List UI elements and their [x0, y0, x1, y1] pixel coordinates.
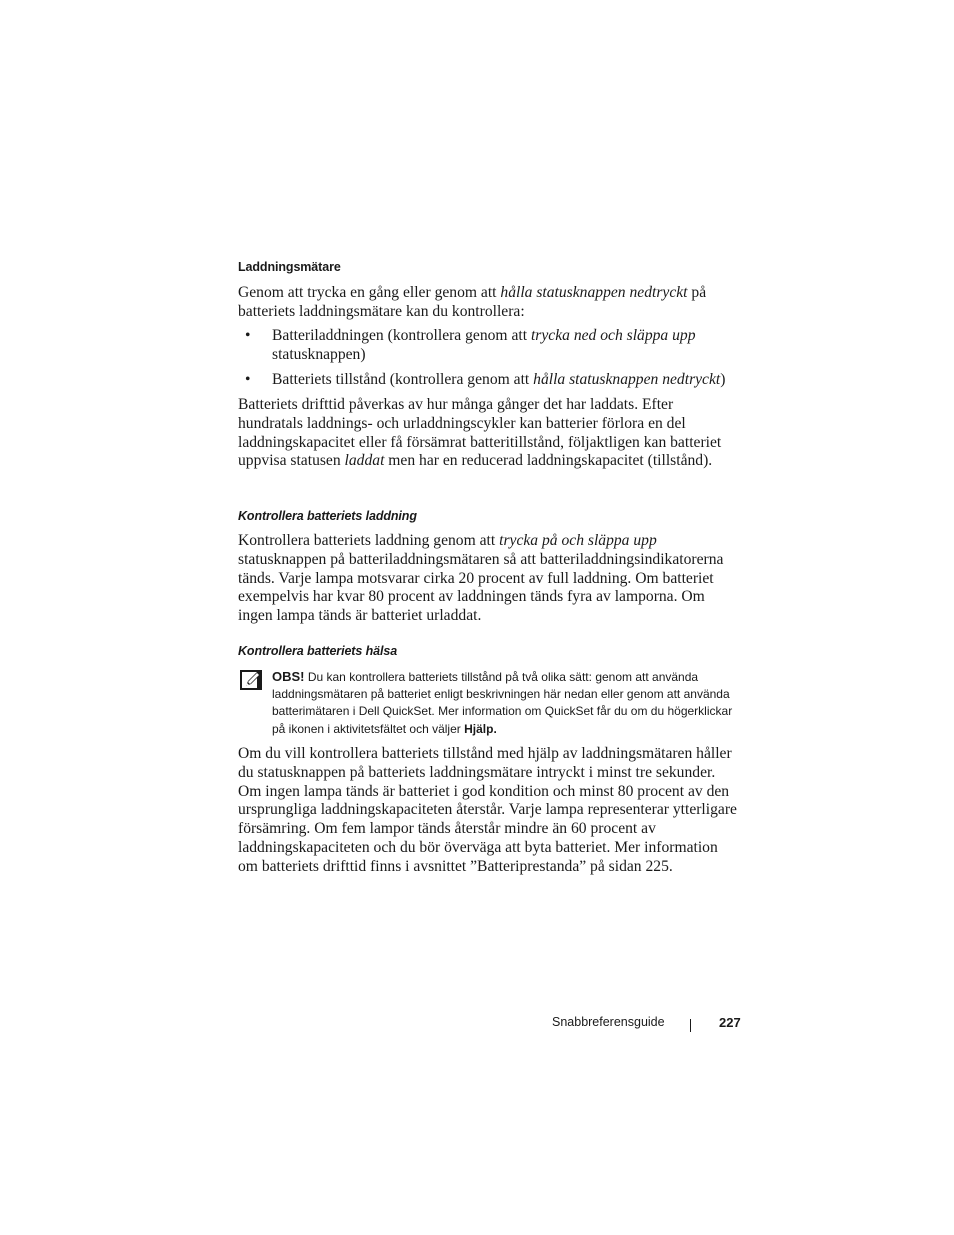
- bullet-text-start: Batteriladdningen (kontrollera genom att: [272, 327, 531, 344]
- bullet-item-charge: [238, 327, 738, 367]
- bullet-symbol: •: [245, 327, 251, 344]
- bullet-item-health: [238, 371, 738, 391]
- page-number: 227: [719, 1015, 741, 1030]
- bullet-emphasis: hålla statusknappen nedtryckt: [533, 371, 721, 388]
- charge-emphasis: trycka på och släppa upp: [499, 532, 657, 549]
- health-paragraph: Om du vill kontrollera batteriets tillstånd med hjälp av laddningsmätaren håller du statusknappen på batteriets laddningsmätare intryckt i minst tre sekunder. Om ingen lampa tänds är batteriet i god kondition och minst 80 procent av den ursprungliga laddningskapaciteten återstår. Varje lampa representerar ytterligare försämring. Om fem lampor tänds återstår mindre än 60 procent av laddningskapaciteten och du bör överväga att byta batteriet. Mer information om batteriets drifttid finns i avsnittet ”Batteriprestanda” på sidan 225.: [238, 745, 737, 875]
- bullet-text-end: ): [720, 371, 726, 388]
- intro-text: Genom att trycka en gång eller genom att: [238, 284, 501, 301]
- note-label: OBS!: [272, 669, 305, 684]
- intro-emphasis: hålla statusknappen nedtryckt: [500, 284, 688, 301]
- footer-title: Snabbreferensguide: [552, 1015, 665, 1029]
- subheading-health: Kontrollera batteriets hälsa: [238, 644, 398, 658]
- bullet-text-end: statusknappen): [272, 345, 366, 363]
- bullet-symbol: •: [245, 371, 251, 388]
- bullet-emphasis: trycka ned och släppa upp: [530, 327, 696, 344]
- bullet-text: [272, 327, 738, 365]
- charge-paragraph: [238, 532, 738, 626]
- note-help-term: Hjälp.: [464, 721, 497, 736]
- charge-text: Kontrollera batteriets laddning genom att: [238, 532, 500, 549]
- intro-text-end: på batteriets laddningsmätare kan du kontrollera:: [238, 284, 707, 320]
- runtime-text: Batteriets drifttid påverkas av hur många gånger det har laddats. Efter hundratals laddnings- och urladdningscykler kan batterier förlora en del laddningskapacitet eller få försämrat batteritillstånd, följaktligen kan batteriet uppvisa statusen: [238, 396, 722, 470]
- charge-text-end: statusknappen på batteriladdningsmätaren så att batteriladdningsindikatorerna tänds. Varje lampa motsvarar cirka 20 procent av full laddning. Om batteriet exempelvis har kvar 80 procent av laddningen tänds fyra av lamporna. Om ingen lampa tänds är batteriet urladdat.: [238, 550, 724, 625]
- subheading-charge: Kontrollera batteriets laddning: [238, 509, 417, 523]
- note-pencil-icon: [240, 670, 262, 690]
- runtime-text-end: men har en reducerad laddningskapacitet (tillstånd).: [384, 452, 713, 470]
- runtime-paragraph: [238, 396, 738, 471]
- note-text: [272, 668, 742, 738]
- bullet-text-start: Batteriets tillstånd (kontrollera genom att: [272, 371, 534, 388]
- note-body: Du kan kontrollera batteriets tillstånd på två olika sätt: genom att använda laddningsmätaren på batteriet enligt beskrivningen här nedan eller genom att använda batterimätaren i Dell QuickSet. Mer information om QuickSet får du om du högerklickar på ikonen i aktivitetsfältet och väljer: [272, 670, 733, 736]
- section-heading: Laddningsmätare: [238, 260, 341, 274]
- footer-separator: [690, 1019, 691, 1032]
- intro-paragraph: [238, 284, 738, 322]
- runtime-emphasis: laddat: [344, 452, 385, 470]
- bullet-text: [272, 371, 738, 390]
